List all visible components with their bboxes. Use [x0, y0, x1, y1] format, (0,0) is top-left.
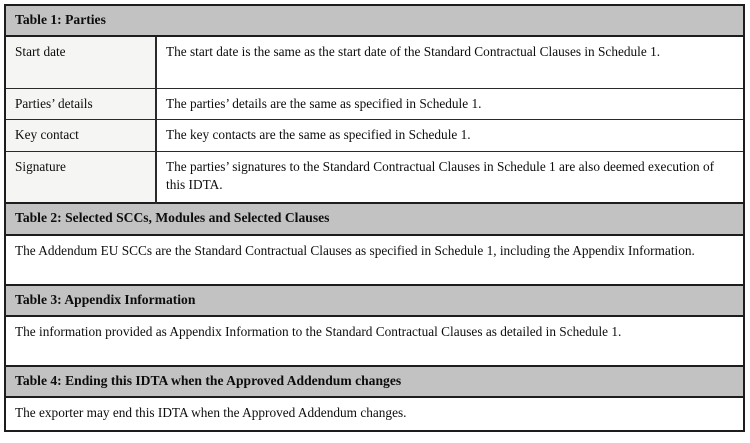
- table-row: [5, 235, 744, 285]
- table-2-body: The Addendum EU SCCs are the Standard Contractual Clauses as specified in Schedule 1, including the Appendix Information.: [5, 235, 744, 285]
- table-2-heading-row: [5, 203, 744, 234]
- table-2-heading: Table 2: Selected SCCs, Modules and Selected Clauses: [5, 203, 744, 234]
- table-row: [5, 151, 744, 203]
- table-4-heading-row: [5, 366, 744, 397]
- row-value-start-date: The start date is the same as the start date of the Standard Contractual Clauses in Schedule 1.: [156, 36, 744, 88]
- table-3-body: The information provided as Appendix Information to the Standard Contractual Clauses as detailed in Schedule 1.: [5, 316, 744, 366]
- table-row: [5, 397, 744, 431]
- row-value-parties-details: The parties’ details are the same as specified in Schedule 1.: [156, 88, 744, 120]
- row-label-signature: Signature: [5, 151, 156, 203]
- table-4-body: The exporter may end this IDTA when the Approved Addendum changes.: [5, 397, 744, 431]
- table-row: [5, 36, 744, 88]
- row-value-key-contact: The key contacts are the same as specified in Schedule 1.: [156, 120, 744, 152]
- table-row: [5, 120, 744, 152]
- table-3-heading: Table 3: Appendix Information: [5, 285, 744, 316]
- row-label-parties-details: Parties’ details: [5, 88, 156, 120]
- table-row: [5, 316, 744, 366]
- row-label-start-date: Start date: [5, 36, 156, 88]
- table-1-heading-row: [5, 5, 744, 36]
- table-row: [5, 88, 744, 120]
- table-3-heading-row: [5, 285, 744, 316]
- row-label-key-contact: Key contact: [5, 120, 156, 152]
- row-value-signature: The parties’ signatures to the Standard Contractual Clauses in Schedule 1 are also deemed execution of this IDTA.: [156, 151, 744, 203]
- idta-tables: [4, 4, 745, 432]
- table-1-heading: Table 1: Parties: [5, 5, 744, 36]
- table-4-heading: Table 4: Ending this IDTA when the Approved Addendum changes: [5, 366, 744, 397]
